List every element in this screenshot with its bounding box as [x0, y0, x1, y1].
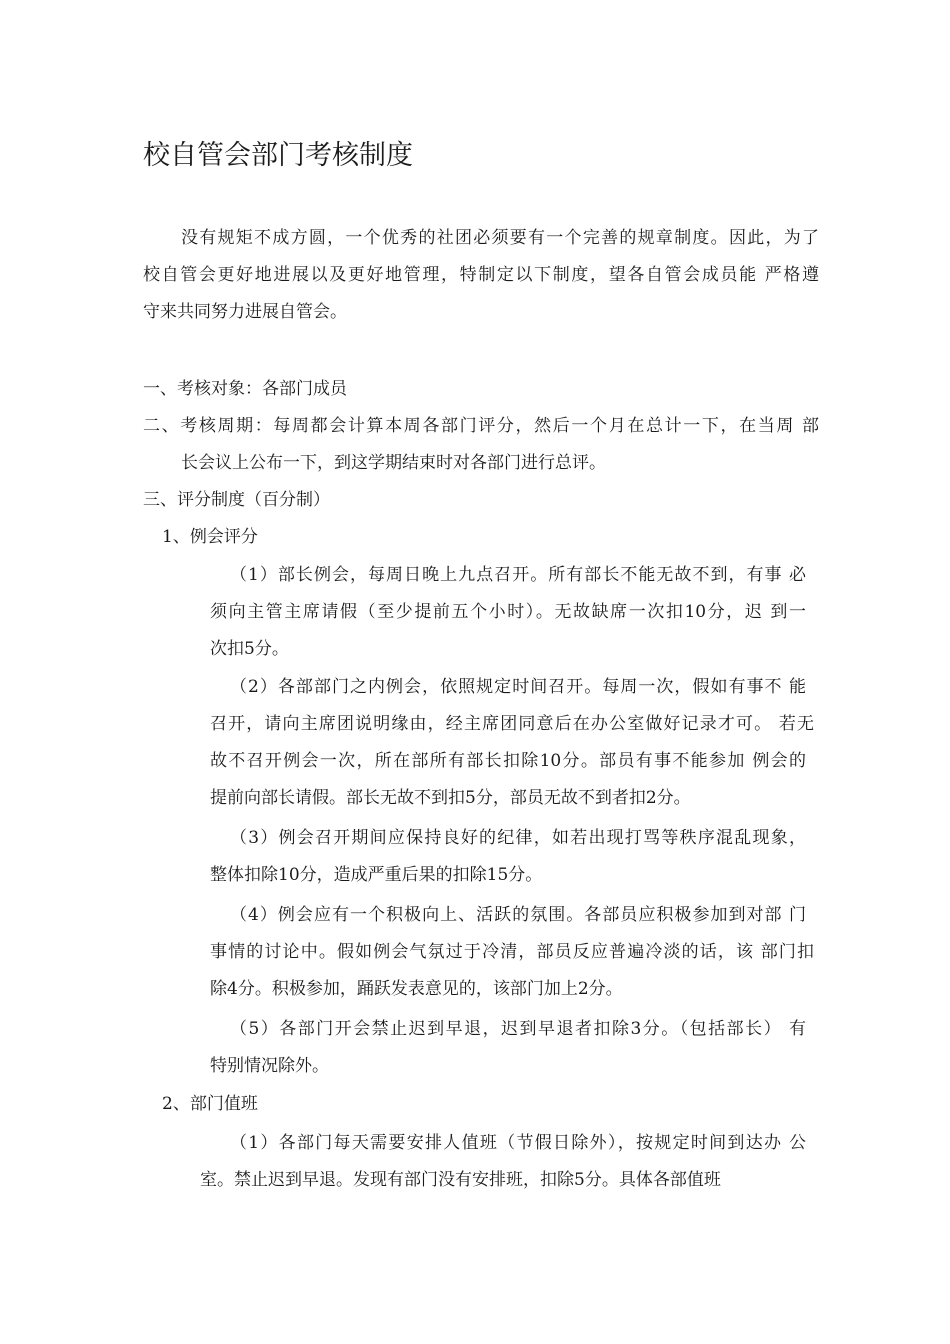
rule-3-line-2: 整体扣除10分，造成严重后果的扣除15分。 — [210, 865, 543, 885]
rule-1-line-2: 须向主管主席请假（至少提前五个小时）。无故缺席一次扣10分，迟 到一 — [210, 602, 806, 622]
subsection-2-heading: 2、部门值班 — [162, 1094, 258, 1114]
rule-2-line-2: 召开，请向主席团说明缘由，经主席团同意后在办公室做好记录才可。 若无 — [210, 714, 814, 734]
rule-1-line-1: （1）部长例会，每周日晚上九点召开。所有部长不能无故不到，有事 必 — [230, 565, 806, 585]
rule-4-line-3: 除4分。积极参加，踊跃发表意见的，该部门加上2分。 — [210, 979, 623, 999]
intro-line-1: 没有规矩不成方圆，一个优秀的社团必须要有一个完善的规章制度。因此，为了 — [181, 228, 819, 248]
duty-rule-1-line-2: 室。禁止迟到早退。发现有部门没有安排班，扣除5分。具体各部值班 — [200, 1170, 721, 1190]
section-3-heading: 三、评分制度（百分制） — [143, 490, 330, 510]
rule-4-line-2: 事情的讨论中。假如例会气氛过于冷清，部员反应普遍冷淡的话，该 部门扣 — [210, 942, 814, 962]
document-title: 校自管会部门考核制度 — [143, 140, 413, 171]
rule-2-line-4: 提前向部长请假。部长无故不到扣5分，部员无故不到者扣2分。 — [210, 788, 691, 808]
section-1-heading: 一、考核对象：各部门成员 — [143, 379, 347, 399]
duty-rule-1-line-1: （1）各部门每天需要安排人值班（节假日除外），按规定时间到达办 公 — [230, 1133, 806, 1153]
intro-line-2: 校自管会更好地进展以及更好地管理，特制定以下制度，望各自管会成员能 严格遵 — [143, 265, 819, 285]
subsection-1-heading: 1、例会评分 — [162, 527, 258, 547]
section-2-line-2: 长会议上公布一下，到这学期结束时对各部门进行总评。 — [181, 453, 606, 473]
intro-line-3: 守来共同努力进展自管会。 — [143, 302, 347, 322]
rule-5-line-1: （5）各部门开会禁止迟到早退，迟到早退者扣除3分。（包括部长） 有 — [230, 1019, 806, 1039]
rule-2-line-1: （2）各部部门之内例会，依照规定时间召开。每周一次，假如有事不 能 — [230, 677, 806, 697]
rule-4-line-1: （4）例会应有一个积极向上、活跃的氛围。各部员应积极参加到对部 门 — [230, 905, 806, 925]
rule-3-line-1: （3）例会召开期间应保持良好的纪律，如若出现打骂等秩序混乱现象， — [230, 828, 806, 848]
rule-5-line-2: 特别情况除外。 — [210, 1056, 329, 1076]
rule-2-line-3: 故不召开例会一次，所在部所有部长扣除10分。部员有事不能参加 例会的 — [210, 751, 806, 771]
section-2-line-1: 二、考核周期：每周都会计算本周各部门评分，然后一个月在总计一下，在当周 部 — [143, 416, 819, 436]
rule-1-line-3: 次扣5分。 — [210, 639, 289, 659]
